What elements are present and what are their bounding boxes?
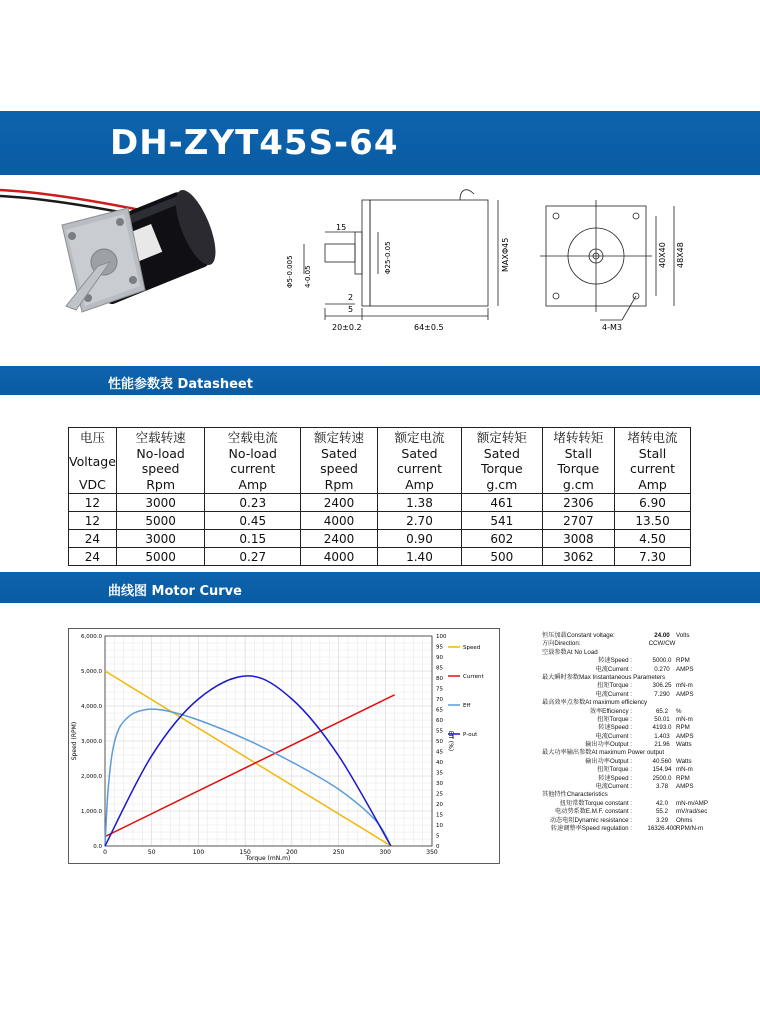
table-cell: 602 <box>462 530 543 548</box>
param-unit: AMPS <box>676 732 694 740</box>
header-cell: Sated speed <box>301 446 378 476</box>
param-label: 电流Current : <box>595 665 632 673</box>
param-row <box>542 817 760 825</box>
param-unit: Volts <box>676 632 690 639</box>
header-cell: 空载转速 <box>116 428 204 447</box>
dim-len20: 20±0.2 <box>332 323 362 332</box>
param-value: CCW/CW <box>648 640 676 648</box>
param-value: 2500.0 <box>652 774 672 782</box>
y2-axis-label: Eff (%) <box>447 730 454 752</box>
param-unit: mV/rad/sec <box>676 808 708 816</box>
param-row <box>542 649 760 657</box>
y2-tick-label: 30 <box>436 781 443 787</box>
x-tick-label: 250 <box>332 849 345 856</box>
table-cell: 4.50 <box>615 530 691 548</box>
y-tick-label: 3,000.0 <box>81 739 102 745</box>
param-unit: Watts <box>676 741 692 749</box>
table-cell: 3008 <box>542 530 614 548</box>
param-label: 最大功率输出参数At maximum Power output <box>542 749 665 757</box>
legend-label: Speed <box>463 645 481 651</box>
param-unit: mN-m <box>676 682 693 690</box>
table-cell: 12 <box>69 512 117 530</box>
param-label: 动态电阻Dynamic resistance : <box>549 816 632 824</box>
legend-label: Current <box>463 674 484 680</box>
table-cell: 1.38 <box>377 494 461 512</box>
table-cell: 1.40 <box>377 548 461 566</box>
param-row <box>542 699 760 707</box>
param-row <box>542 758 760 766</box>
dim-phi25: Φ25-0.05 <box>384 241 392 274</box>
table-row <box>69 512 691 530</box>
header-cell: Stall Torque <box>542 446 614 476</box>
dim-40: 40X40 <box>658 242 667 268</box>
table-cell: 2.70 <box>377 512 461 530</box>
table-cell: 2400 <box>301 530 378 548</box>
table-row <box>69 494 691 512</box>
table-cell: 13.50 <box>615 512 691 530</box>
param-value: 40.560 <box>652 757 672 765</box>
table-cell: 0.45 <box>205 512 301 530</box>
header-cell: 堵转电流 <box>615 428 691 447</box>
param-value: 16326.400 <box>647 824 677 832</box>
param-unit: AMPS <box>676 690 694 698</box>
param-row <box>542 733 760 741</box>
param-unit: AMPS <box>676 665 694 673</box>
table-cell: 4000 <box>301 548 378 566</box>
param-label: 转速Speed : <box>598 724 632 732</box>
table-header-row <box>69 446 691 476</box>
y2-tick-label: 100 <box>436 634 447 640</box>
param-value: 21.96 <box>654 741 670 749</box>
param-row <box>542 791 760 799</box>
param-value: 154.94 <box>652 766 672 774</box>
header-cell: VDC <box>69 476 117 494</box>
front-view-drawing <box>540 200 700 335</box>
y2-tick-label: 20 <box>436 802 443 808</box>
param-row <box>542 708 760 716</box>
param-row <box>542 800 760 808</box>
y2-tick-label: 75 <box>436 686 443 693</box>
legend-label: P-out <box>463 732 478 738</box>
x-tick-label: 350 <box>426 849 438 856</box>
datasheet-heading: 性能参数表 Datasheet <box>108 377 253 392</box>
param-row <box>542 775 760 783</box>
header-cell: Amp <box>377 476 461 494</box>
table-cell: 500 <box>462 548 543 566</box>
param-label: 转速Speed : <box>598 657 632 665</box>
header-cell: Sated current <box>377 446 461 476</box>
y2-tick-label: 60 <box>436 718 443 724</box>
table-cell: 0.23 <box>205 494 301 512</box>
param-label: 恒压加载Constant voltage: <box>542 632 615 639</box>
param-value: 0.270 <box>654 665 670 673</box>
table-cell: 12 <box>69 494 117 512</box>
motor-curve-chart <box>68 628 500 864</box>
x-tick-label: 0 <box>103 849 107 856</box>
param-value: 1.403 <box>654 732 670 740</box>
y2-tick-label: 45 <box>436 749 443 756</box>
y2-tick-label: 85 <box>436 665 443 672</box>
table-cell: 0.27 <box>205 548 301 566</box>
param-value: 24.00 <box>654 632 670 639</box>
header-cell: Rpm <box>301 476 378 494</box>
param-row <box>542 666 760 674</box>
header-cell: Rpm <box>116 476 204 494</box>
legend-label: Eff <box>463 703 471 709</box>
header-cell: No-load current <box>205 446 301 476</box>
header-cell: 空载电流 <box>205 428 301 447</box>
param-value: 55.2 <box>655 808 669 816</box>
param-label: 电流Current : <box>595 690 632 698</box>
param-unit: RPM <box>676 657 690 665</box>
param-value: 65.2 <box>655 707 669 715</box>
y-tick-label: 2,000.0 <box>81 774 102 780</box>
param-row <box>542 691 760 699</box>
param-row <box>542 808 760 816</box>
x-tick-label: 300 <box>379 849 392 856</box>
dim-4: 4-0.05 <box>304 265 312 288</box>
y2-tick-label: 50 <box>436 739 443 745</box>
table-cell: 0.90 <box>377 530 461 548</box>
header-cell: g.cm <box>462 476 543 494</box>
table-cell: 24 <box>69 548 117 566</box>
title-band <box>0 111 760 175</box>
param-label: 扭矩Torque : <box>597 766 632 774</box>
y2-tick-label: 65 <box>436 707 443 714</box>
param-label: 电动势系数E.M.F. constant : <box>554 808 632 816</box>
y2-tick-label: 35 <box>436 770 443 777</box>
param-label: 扭矩Torque : <box>597 715 632 723</box>
dim-2: 2 <box>348 293 354 302</box>
param-value: 306.25 <box>652 682 672 690</box>
param-label: 其他特性Characteristics <box>542 791 608 799</box>
dim-phi5: Φ5-0.005 <box>286 255 294 288</box>
param-row <box>542 766 760 774</box>
param-unit: mN-m/AMP <box>676 799 708 807</box>
param-row <box>542 682 760 690</box>
y2-tick-label: 0 <box>436 844 440 850</box>
curve-band <box>0 572 760 603</box>
param-row <box>542 749 760 757</box>
param-label: 最大瞬时参数Max Instantaneous Parameters <box>542 673 666 681</box>
y2-tick-label: 40 <box>436 760 443 766</box>
param-row <box>542 674 760 682</box>
table-cell: 2400 <box>301 494 378 512</box>
param-label: 转速调整率Speed regulation : <box>550 824 632 832</box>
param-label: 电流Current : <box>595 783 632 791</box>
param-value: 4193.0 <box>652 724 672 732</box>
param-label: 空载参数At No Load <box>542 648 598 656</box>
datasheet-band <box>0 366 760 395</box>
x-tick-label: 50 <box>147 849 156 856</box>
curve-heading: 曲线图 Motor Curve <box>108 584 242 599</box>
param-label: 扭矩Torque : <box>597 682 632 690</box>
table-cell: 461 <box>462 494 543 512</box>
header-cell: Amp <box>205 476 301 494</box>
table-cell: 3000 <box>116 494 204 512</box>
param-unit: RPM <box>676 724 690 732</box>
param-label: 输出功率Output : <box>585 757 632 765</box>
table-cell: 4000 <box>301 512 378 530</box>
motor-photo <box>0 180 220 340</box>
dim-5: 5 <box>348 305 354 314</box>
header-cell: g.cm <box>542 476 614 494</box>
param-row <box>542 825 760 833</box>
header-cell: 电压 <box>69 428 117 447</box>
header-cell: 堵转转矩 <box>542 428 614 447</box>
y2-tick-label: 10 <box>436 823 443 829</box>
dim-max45: MAXΦ45 <box>501 237 510 272</box>
param-value: 3.29 <box>655 816 669 824</box>
param-row <box>542 724 760 732</box>
parameter-list <box>542 632 760 833</box>
table-header-row <box>69 428 691 447</box>
table-cell: 0.15 <box>205 530 301 548</box>
param-value: 5000.0 <box>652 657 672 665</box>
param-label: 扭矩常数Torque constant : <box>559 799 632 807</box>
y-tick-label: 5,000.0 <box>81 669 102 675</box>
param-row <box>542 716 760 724</box>
param-value: 7.290 <box>654 690 670 698</box>
dim-48: 48X48 <box>676 242 685 268</box>
param-unit: % <box>676 707 682 715</box>
dim-len64: 64±0.5 <box>414 323 444 332</box>
side-view-drawing <box>270 188 510 338</box>
param-row <box>542 657 760 665</box>
param-unit: AMPS <box>676 783 694 791</box>
x-tick-label: 200 <box>286 849 298 856</box>
table-cell: 3000 <box>116 530 204 548</box>
table-cell: 24 <box>69 530 117 548</box>
param-value: 42.0 <box>655 799 669 807</box>
param-label: 方向Direction: <box>542 640 581 648</box>
table-cell: 5000 <box>116 548 204 566</box>
header-cell: Voltage <box>69 446 117 476</box>
y2-tick-label: 15 <box>436 812 443 819</box>
param-unit: Watts <box>676 757 692 765</box>
header-cell: 额定转矩 <box>462 428 543 447</box>
y-tick-label: 0.0 <box>93 844 102 850</box>
param-row <box>542 640 760 648</box>
product-title: DH-ZYT45S-64 <box>110 123 399 163</box>
y2-tick-label: 5 <box>436 833 440 840</box>
y2-tick-label: 70 <box>436 697 443 703</box>
y-tick-label: 4,000.0 <box>81 704 102 710</box>
table-cell: 541 <box>462 512 543 530</box>
param-unit: Ohms <box>676 816 693 824</box>
param-unit: RPM <box>676 774 690 782</box>
param-unit: mN-m <box>676 766 693 774</box>
param-label: 最高效率点参数At maximum efficiency <box>542 699 648 707</box>
table-cell: 5000 <box>116 512 204 530</box>
table-cell: 3062 <box>542 548 614 566</box>
header-cell: Sated Torque <box>462 446 543 476</box>
table-cell: 2306 <box>542 494 614 512</box>
spec-table <box>68 427 691 566</box>
table-header-row <box>69 476 691 494</box>
param-value: 3.78 <box>655 783 669 791</box>
param-value: 50.01 <box>654 715 670 723</box>
param-label: 电流Current : <box>595 732 632 740</box>
param-label: 输出功率Output : <box>585 741 632 749</box>
y2-tick-label: 55 <box>436 728 443 735</box>
y-tick-label: 1,000.0 <box>81 809 102 815</box>
header-cell: 额定转速 <box>301 428 378 447</box>
param-label: 转速Speed : <box>598 774 632 782</box>
y2-tick-label: 95 <box>436 644 443 651</box>
y2-tick-label: 80 <box>436 676 443 682</box>
y2-tick-label: 90 <box>436 655 443 661</box>
param-label: 效率Efficiency : <box>589 707 632 715</box>
header-cell: No-load speed <box>116 446 204 476</box>
header-cell: Amp <box>615 476 691 494</box>
y-axis-label: Speed (RPM) <box>71 721 78 761</box>
header-cell: 额定电流 <box>377 428 461 447</box>
param-unit: RPM/N-m <box>676 824 704 832</box>
x-tick-label: 150 <box>239 849 251 856</box>
x-axis-label: Torque (mN.m) <box>245 855 291 862</box>
table-row <box>69 548 691 566</box>
table-cell: 2707 <box>542 512 614 530</box>
y-tick-label: 6,000.0 <box>81 634 102 640</box>
param-unit: mN-m <box>676 715 693 723</box>
table-row <box>69 530 691 548</box>
dim-m3: 4-M3 <box>602 323 622 332</box>
table-cell: 7.30 <box>615 548 691 566</box>
table-cell: 6.90 <box>615 494 691 512</box>
dim-15: 15 <box>336 223 347 232</box>
header-cell: Stall current <box>615 446 691 476</box>
y2-tick-label: 25 <box>436 791 443 798</box>
x-tick-label: 100 <box>192 849 205 856</box>
